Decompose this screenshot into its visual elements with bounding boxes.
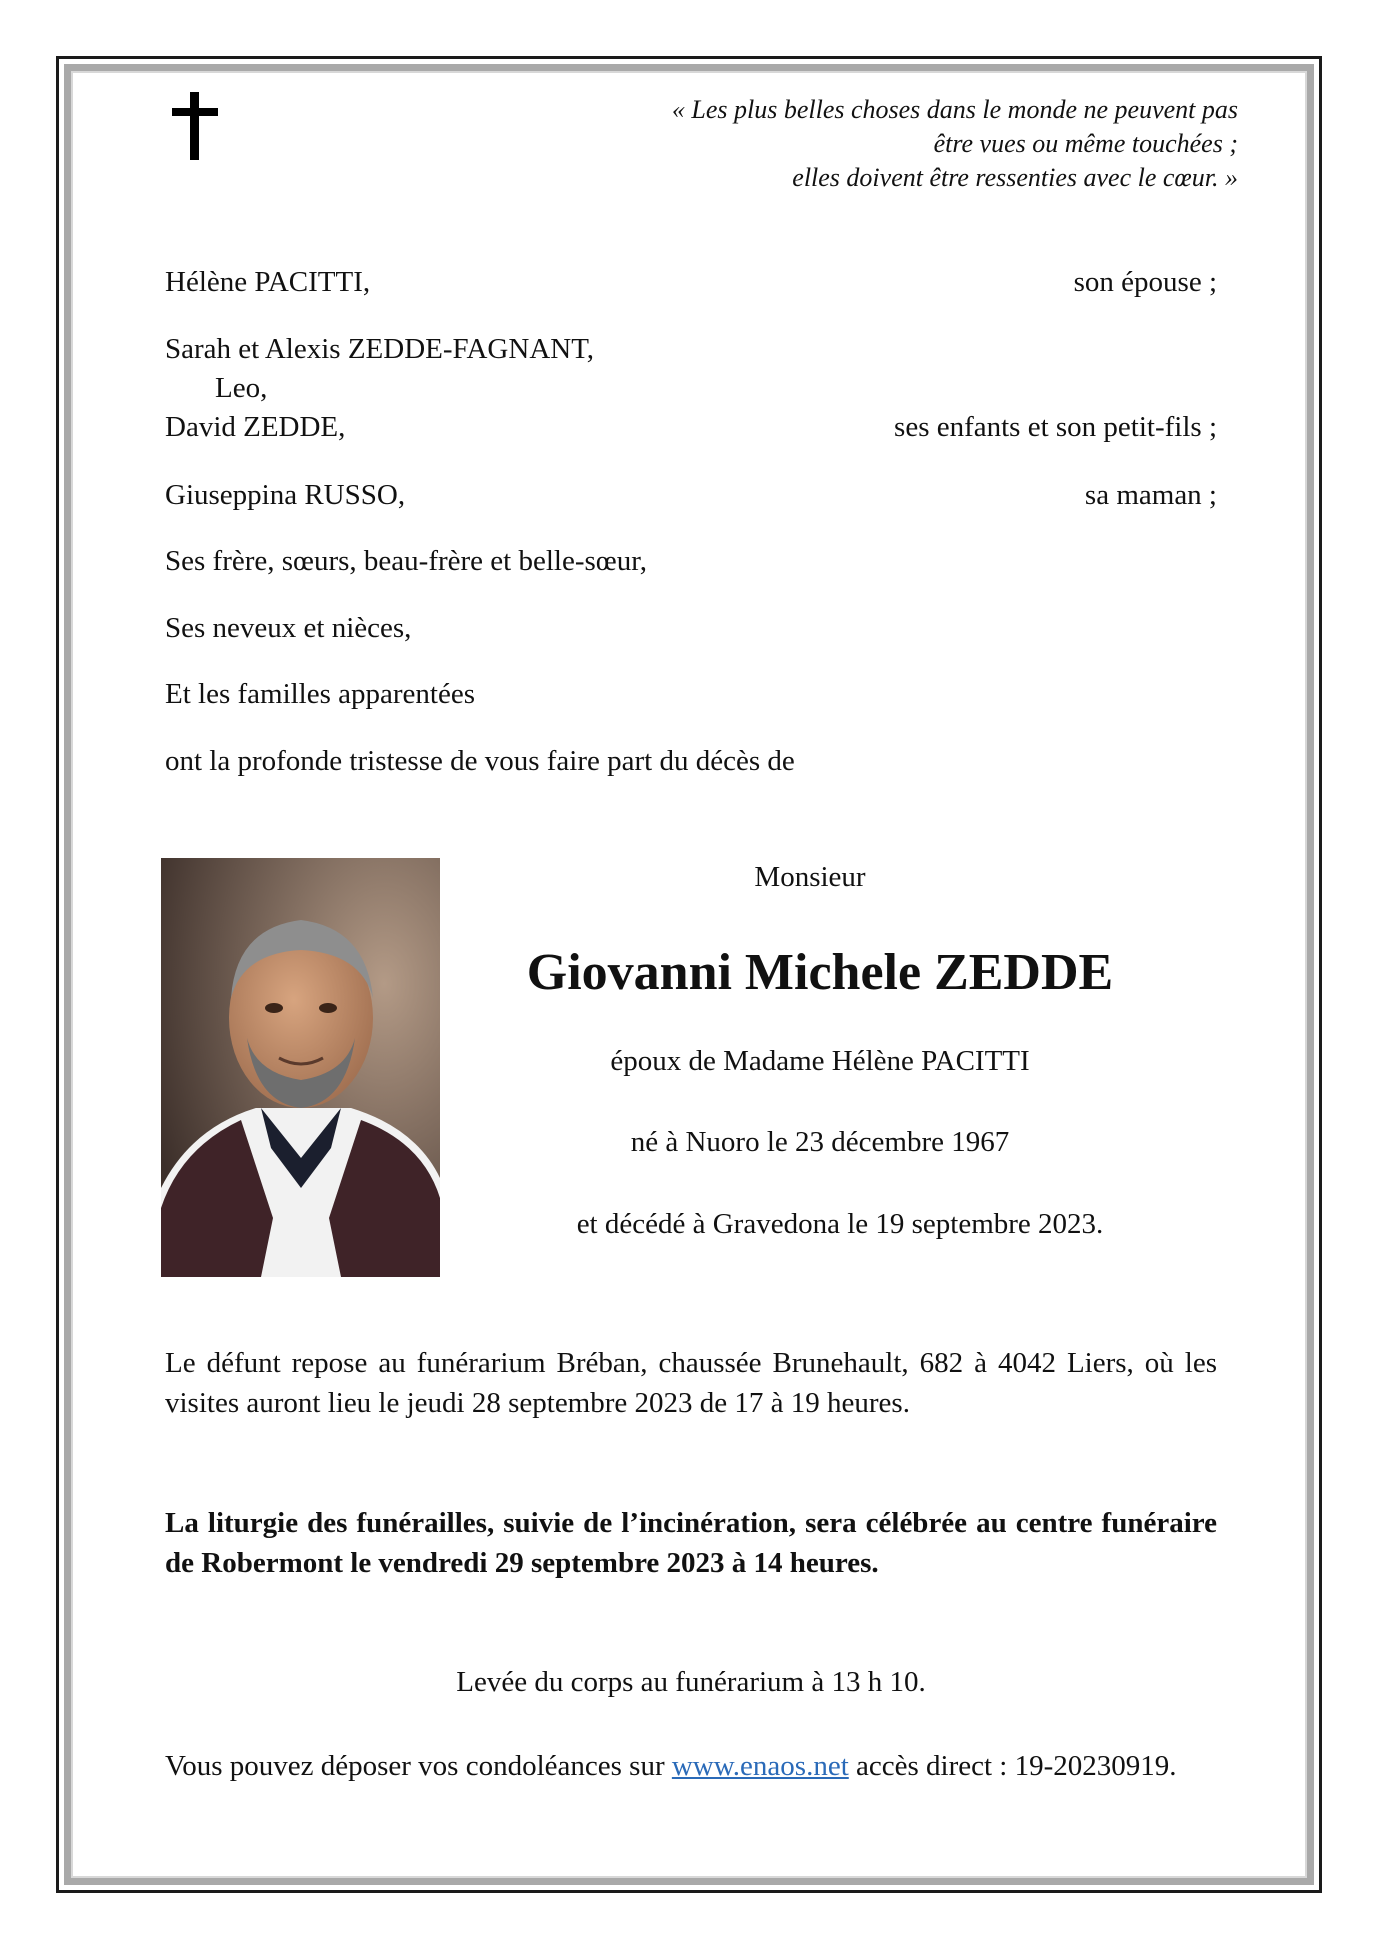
family-line [165,369,1267,408]
condolences-text: Vous pouvez déposer vos condoléances sur [165,1750,672,1782]
quote-line: elles doivent être ressenties avec le cœur. » [792,163,1238,192]
family-line [165,609,1217,648]
family-relation: sa maman ; [1084,479,1217,511]
deceased-name: Giovanni Michele ZEDDE [526,944,1114,1001]
family-line [165,330,1217,369]
family-line [165,476,1217,515]
family-name: Giuseppina RUSSO, [165,479,406,511]
family-name: Hélène PACITTI, [165,266,371,298]
family-name: Et les familles apparentées [165,678,476,710]
epigraph-quote [538,93,1238,195]
condolences-paragraph [165,1746,1217,1786]
deceased-death: et décédé à Gravedona le 19 septembre 2023. [576,1208,1104,1240]
condolences-access: accès direct : 19-20230919. [848,1750,1177,1782]
departure-line: Levée du corps au funérarium à 13 h 10. [456,1666,926,1698]
family-relation: son épouse ; [1073,266,1217,298]
family-name: Leo, [215,372,268,404]
funeral-paragraph: La liturgie des funérailles, suivie de l’incinération, sera célébrée au centre funéraire de Robermont le vendredi 29 septembre 2023 à 14 heures. [165,1507,1217,1579]
visits-paragraph: Le défunt repose au funérarium Bréban, chaussée Brunehault, 682 à 4042 Liers, où les visites auront lieu le jeudi 28 septembre 2023 de 17 à 19 heures. [165,1347,1217,1419]
quote-line: être vues ou même touchées ; [933,129,1238,158]
family-line [165,742,1217,781]
family-line [165,675,1217,714]
deceased-title: Monsieur [754,861,866,893]
family-name: Sarah et Alexis ZEDDE-FAGNANT, [165,333,595,365]
condolences-link[interactable]: www.enaos.net [671,1750,849,1782]
portrait-illustration [161,858,440,1277]
family-line [165,263,1217,302]
cross-icon [172,92,218,162]
family-line [165,542,1217,581]
family-name: ont la profonde tristesse de vous faire part du décès de [165,745,795,777]
family-name: Ses neveux et nièces, [165,612,412,644]
family-relation: ses enfants et son petit-fils ; [894,411,1217,443]
deceased-spouse: époux de Madame Hélène PACITTI [610,1045,1030,1077]
deceased-birth: né à Nuoro le 23 décembre 1967 [630,1126,1010,1158]
quote-line: « Les plus belles choses dans le monde ne peuvent pas [671,95,1238,124]
family-line [165,408,1217,447]
family-name: Ses frère, sœurs, beau-frère et belle-sœur, [165,545,647,577]
family-name: David ZEDDE, [165,411,346,443]
portrait-photo [161,858,440,1277]
